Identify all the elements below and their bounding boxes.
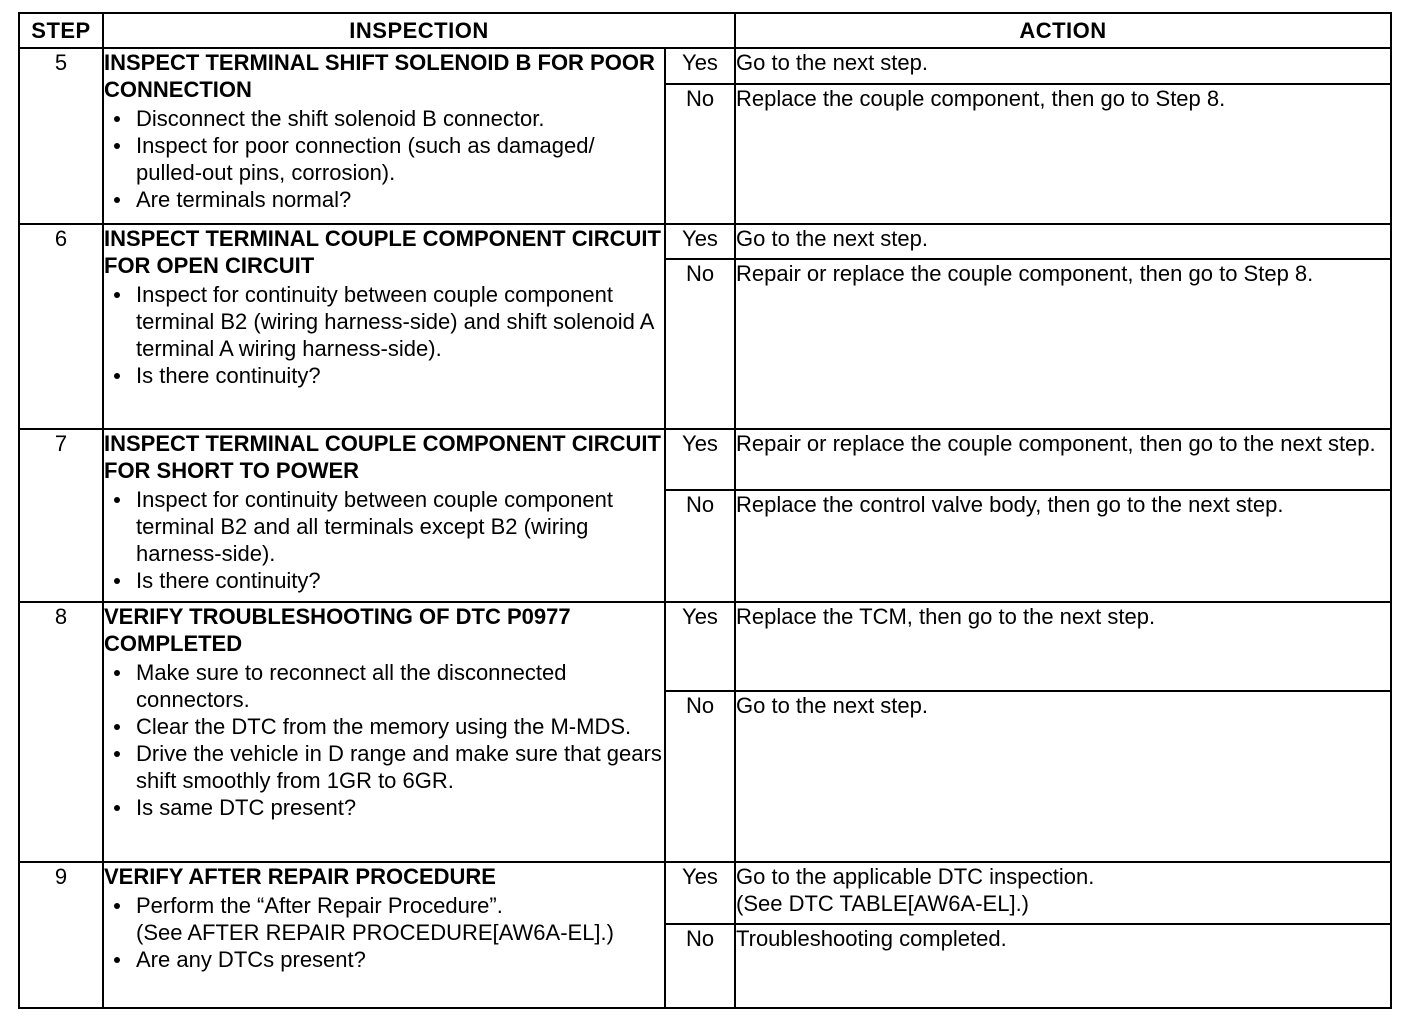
yes-label: Yes	[665, 224, 735, 259]
no-action: Repair or replace the couple component, then go to Step 8.	[735, 259, 1391, 429]
yes-action-cell	[735, 862, 1391, 924]
inspection-cell	[103, 862, 665, 1008]
inspection-title: INSPECT TERMINAL COUPLE COMPONENT CIRCUIT FOR OPEN CIRCUIT	[104, 226, 661, 278]
bullet-reference: (See AFTER REPAIR PROCEDURE[AW6A-EL].)	[136, 920, 614, 945]
table-row	[19, 602, 1391, 691]
bullet-item: Inspect for continuity between couple component terminal B2 (wiring harness-side) and shift solenoid A terminal A wiring harness-side).	[104, 281, 664, 362]
inspection-title: VERIFY AFTER REPAIR PROCEDURE	[104, 864, 496, 889]
bullet-item: Are any DTCs present?	[104, 946, 664, 973]
header-step: STEP	[19, 13, 103, 48]
yes-action-reference: (See DTC TABLE[AW6A-EL].)	[736, 891, 1030, 916]
troubleshooting-table	[18, 12, 1392, 1009]
yes-label: Yes	[665, 48, 735, 84]
header-row	[19, 13, 1391, 48]
header-action: ACTION	[735, 13, 1391, 48]
inspection-title: INSPECT TERMINAL COUPLE COMPONENT CIRCUIT FOR SHORT TO POWER	[104, 431, 661, 483]
no-label: No	[665, 84, 735, 224]
bullet-item: Are terminals normal?	[104, 186, 664, 213]
inspection-bullets	[104, 892, 664, 973]
step-number: 9	[19, 862, 103, 1008]
no-label: No	[665, 924, 735, 1008]
header-inspection: INSPECTION	[103, 13, 735, 48]
step-number: 8	[19, 602, 103, 862]
yes-action: Repair or replace the couple component, then go to the next step.	[735, 429, 1391, 490]
no-action: Troubleshooting completed.	[735, 924, 1391, 1008]
yes-action: Replace the TCM, then go to the next step.	[735, 602, 1391, 691]
inspection-bullets	[104, 281, 664, 389]
inspection-title: INSPECT TERMINAL SHIFT SOLENOID B FOR POOR CONNECTION	[104, 50, 655, 102]
bullet-item: Disconnect the shift solenoid B connector.	[104, 105, 664, 132]
yes-label: Yes	[665, 862, 735, 924]
inspection-cell	[103, 224, 665, 429]
yes-action: Go to the next step.	[735, 48, 1391, 84]
inspection-title: VERIFY TROUBLESHOOTING OF DTC P0977 COMPLETED	[104, 604, 571, 656]
yes-action: Go to the next step.	[735, 224, 1391, 259]
bullet-item: Clear the DTC from the memory using the M-MDS.	[104, 713, 664, 740]
inspection-bullets	[104, 659, 664, 821]
inspection-cell	[103, 602, 665, 862]
no-action: Go to the next step.	[735, 691, 1391, 862]
bullet-item: Is there continuity?	[104, 362, 664, 389]
table-row	[19, 429, 1391, 490]
step-number: 5	[19, 48, 103, 224]
bullet-item: Is same DTC present?	[104, 794, 664, 821]
no-label: No	[665, 691, 735, 862]
yes-label: Yes	[665, 602, 735, 691]
no-label: No	[665, 259, 735, 429]
bullet-text: Perform the “After Repair Procedure”.	[136, 893, 503, 918]
bullet-item: Inspect for poor connection (such as damaged/ pulled-out pins, corrosion).	[104, 132, 664, 186]
bullet-item: Make sure to reconnect all the disconnected connectors.	[104, 659, 664, 713]
inspection-cell	[103, 48, 665, 224]
yes-action: Go to the applicable DTC inspection.	[736, 864, 1095, 889]
no-label: No	[665, 490, 735, 602]
inspection-cell	[103, 429, 665, 602]
step-number: 6	[19, 224, 103, 429]
yes-label: Yes	[665, 429, 735, 490]
bullet-item	[104, 892, 664, 946]
table-row	[19, 862, 1391, 924]
table-row	[19, 48, 1391, 84]
bullet-item: Is there continuity?	[104, 567, 664, 594]
inspection-bullets	[104, 486, 664, 594]
table-row	[19, 224, 1391, 259]
no-action: Replace the control valve body, then go to the next step.	[735, 490, 1391, 602]
bullet-item: Drive the vehicle in D range and make sure that gears shift smoothly from 1GR to 6GR.	[104, 740, 664, 794]
no-action: Replace the couple component, then go to Step 8.	[735, 84, 1391, 224]
bullet-item: Inspect for continuity between couple component terminal B2 and all terminals except B2 (wiring harness-side).	[104, 486, 664, 567]
inspection-bullets	[104, 105, 664, 213]
step-number: 7	[19, 429, 103, 602]
